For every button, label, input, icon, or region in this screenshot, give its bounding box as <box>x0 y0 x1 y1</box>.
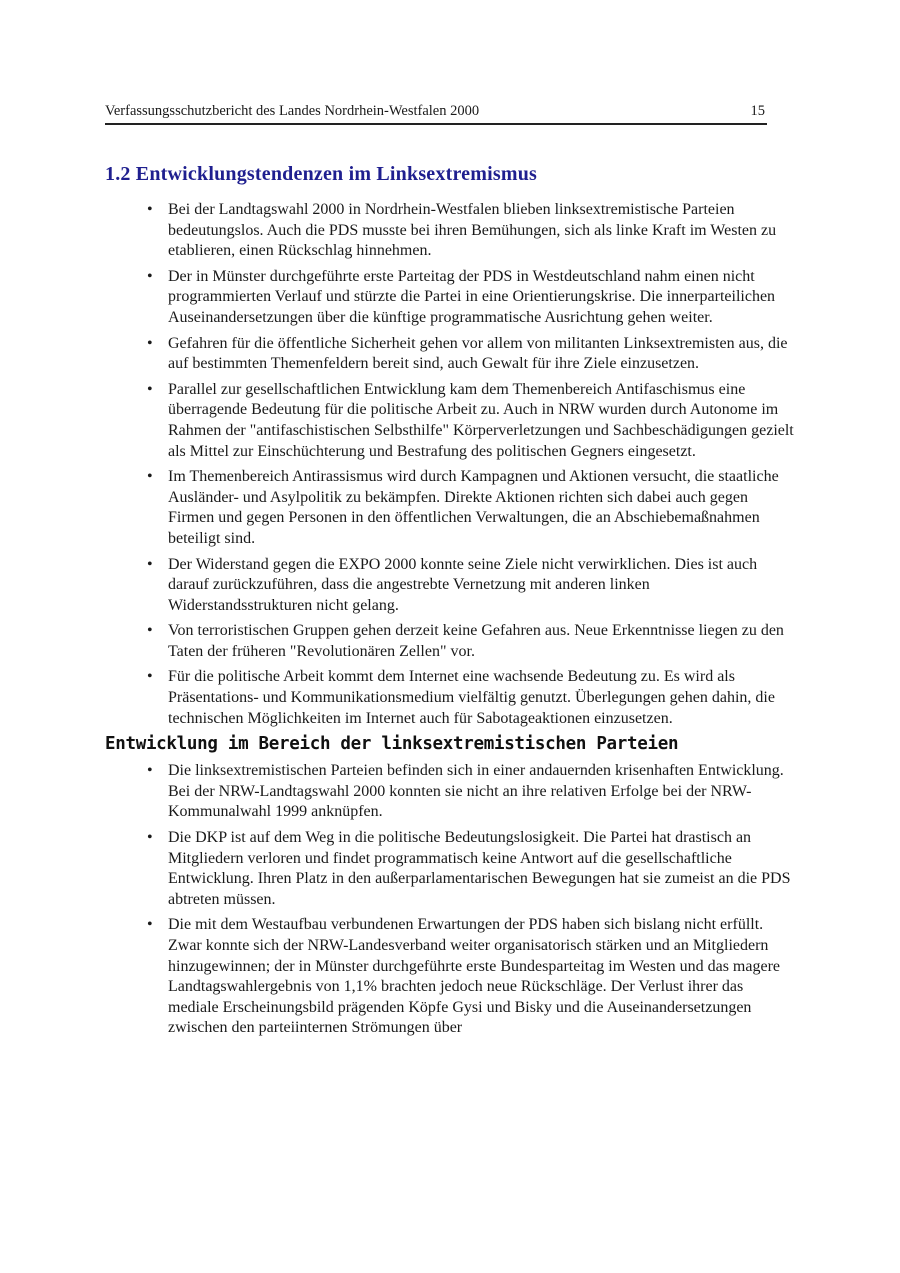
section-heading: 1.2 Entwicklungstendenzen im Linksextremismus <box>105 163 538 185</box>
list-item: • Für die politische Arbeit kommt dem Internet eine wachsende Bedeutung zu. Es wird als Präsentations- und Kommunikationsmedium vielfältig genutzt. Überlegungen gehen dahin, die technischen Möglichkeiten im Internet auch für Sabotageaktionen einzusetzen. <box>105 667 797 729</box>
page-number: 15 <box>750 103 765 119</box>
list-item: • Parallel zur gesellschaftlichen Entwicklung kam dem Themenbereich Antifaschismus eine überragende Bedeutung für die politische Arbeit zu. Auch in NRW wurden durch Autonome im Rahmen der "antifaschistischen Selbsthilfe" Körperverletzungen und Sachbeschädigungen gezielt als Mittel zur Einschüchterung und Bestrafung des politischen Gegners eingesetzt. <box>105 380 797 462</box>
list-item: • Im Themenbereich Antirassismus wird durch Kampagnen und Aktionen versucht, die staatliche Ausländer- und Asylpolitik zu bekämpfen. Direkte Aktionen richten sich dabei auch gegen Firmen und gegen Personen in den öffentlichen Verwaltungen, die an Abschiebemaßnahmen beteiligt sind. <box>105 467 797 549</box>
page-header <box>105 103 767 125</box>
list-item: • Bei der Landtagswahl 2000 in Nordrhein-Westfalen blieben linksextremistische Parteien bedeutungslos. Auch die PDS musste bei ihren Bemühungen, sich als linke Kraft im Westen zu etablieren, einen Rückschlag hinnehmen. <box>105 200 797 262</box>
list-item: • Der in Münster durchgeführte erste Parteitag der PDS in Westdeutschland nahm einen nicht programmierten Verlauf und stürzte die Partei in eine Orientierungskrise. Die innerparteilichen Auseinandersetzungen über die künftige programmatische Ausrichtung gehen weiter. <box>105 267 797 329</box>
list-item: • Von terroristischen Gruppen gehen derzeit keine Gefahren aus. Neue Erkenntnisse liegen zu den Taten der früheren "Revolutionären Zellen" vor. <box>105 621 797 662</box>
header-title: Verfassungsschutzbericht des Landes Nordrhein-Westfalen 2000 <box>105 103 480 119</box>
list-item: • Der Widerstand gegen die EXPO 2000 konnte seine Ziele nicht verwirklichen. Dies ist auch darauf zurückzuführen, dass die angestrebte Vernetzung mit anderen linken Widerstandsstrukturen nicht gelang. <box>105 555 797 617</box>
page-content <box>105 200 797 1039</box>
bullet-list-parties <box>105 761 797 1039</box>
list-item: • Die DKP ist auf dem Weg in die politische Bedeutungslosigkeit. Die Partei hat drastisch an Mitgliedern verloren und findet programmatisch keine Antwort auf die gesellschaftliche Entwicklung. Ihren Platz in den außerparlamentarischen Bewegungen hat sie zumeist an die PDS abtreten müssen. <box>105 828 797 910</box>
subsection-heading: Entwicklung im Bereich der linksextremistischen Parteien <box>105 734 679 755</box>
bullet-list-overview <box>105 200 797 729</box>
list-item: • Gefahren für die öffentliche Sicherheit gehen vor allem von militanten Linksextremisten aus, die auf bestimmten Themenfeldern bereit sind, auch Gewalt für ihre Ziele einzusetzen. <box>105 334 797 375</box>
list-item: • Die linksextremistischen Parteien befinden sich in einer andauernden krisenhaften Entwicklung. Bei der NRW-Landtagswahl 2000 konnten sie nicht an ihre relativen Erfolge bei der NRW-Kommunalwahl 1999 anknüpfen. <box>105 761 797 823</box>
list-item: • Die mit dem Westaufbau verbundenen Erwartungen der PDS haben sich bislang nicht erfüllt. Zwar konnte sich der NRW-Landesverband weiter organisatorisch stärken und an Mitgliedern hinzugewinnen; der in Münster durchgeführte erste Bundesparteitag im Westen und das magere Landtagswahlergebnis von 1,1% brachten jedoch neue Rückschläge. Der Verlust ihrer das mediale Erscheinungsbild prägenden Köpfe Gysi und Bisky und die Auseinandersetzungen zwischen den parteiinternen Strömungen über <box>105 915 797 1039</box>
